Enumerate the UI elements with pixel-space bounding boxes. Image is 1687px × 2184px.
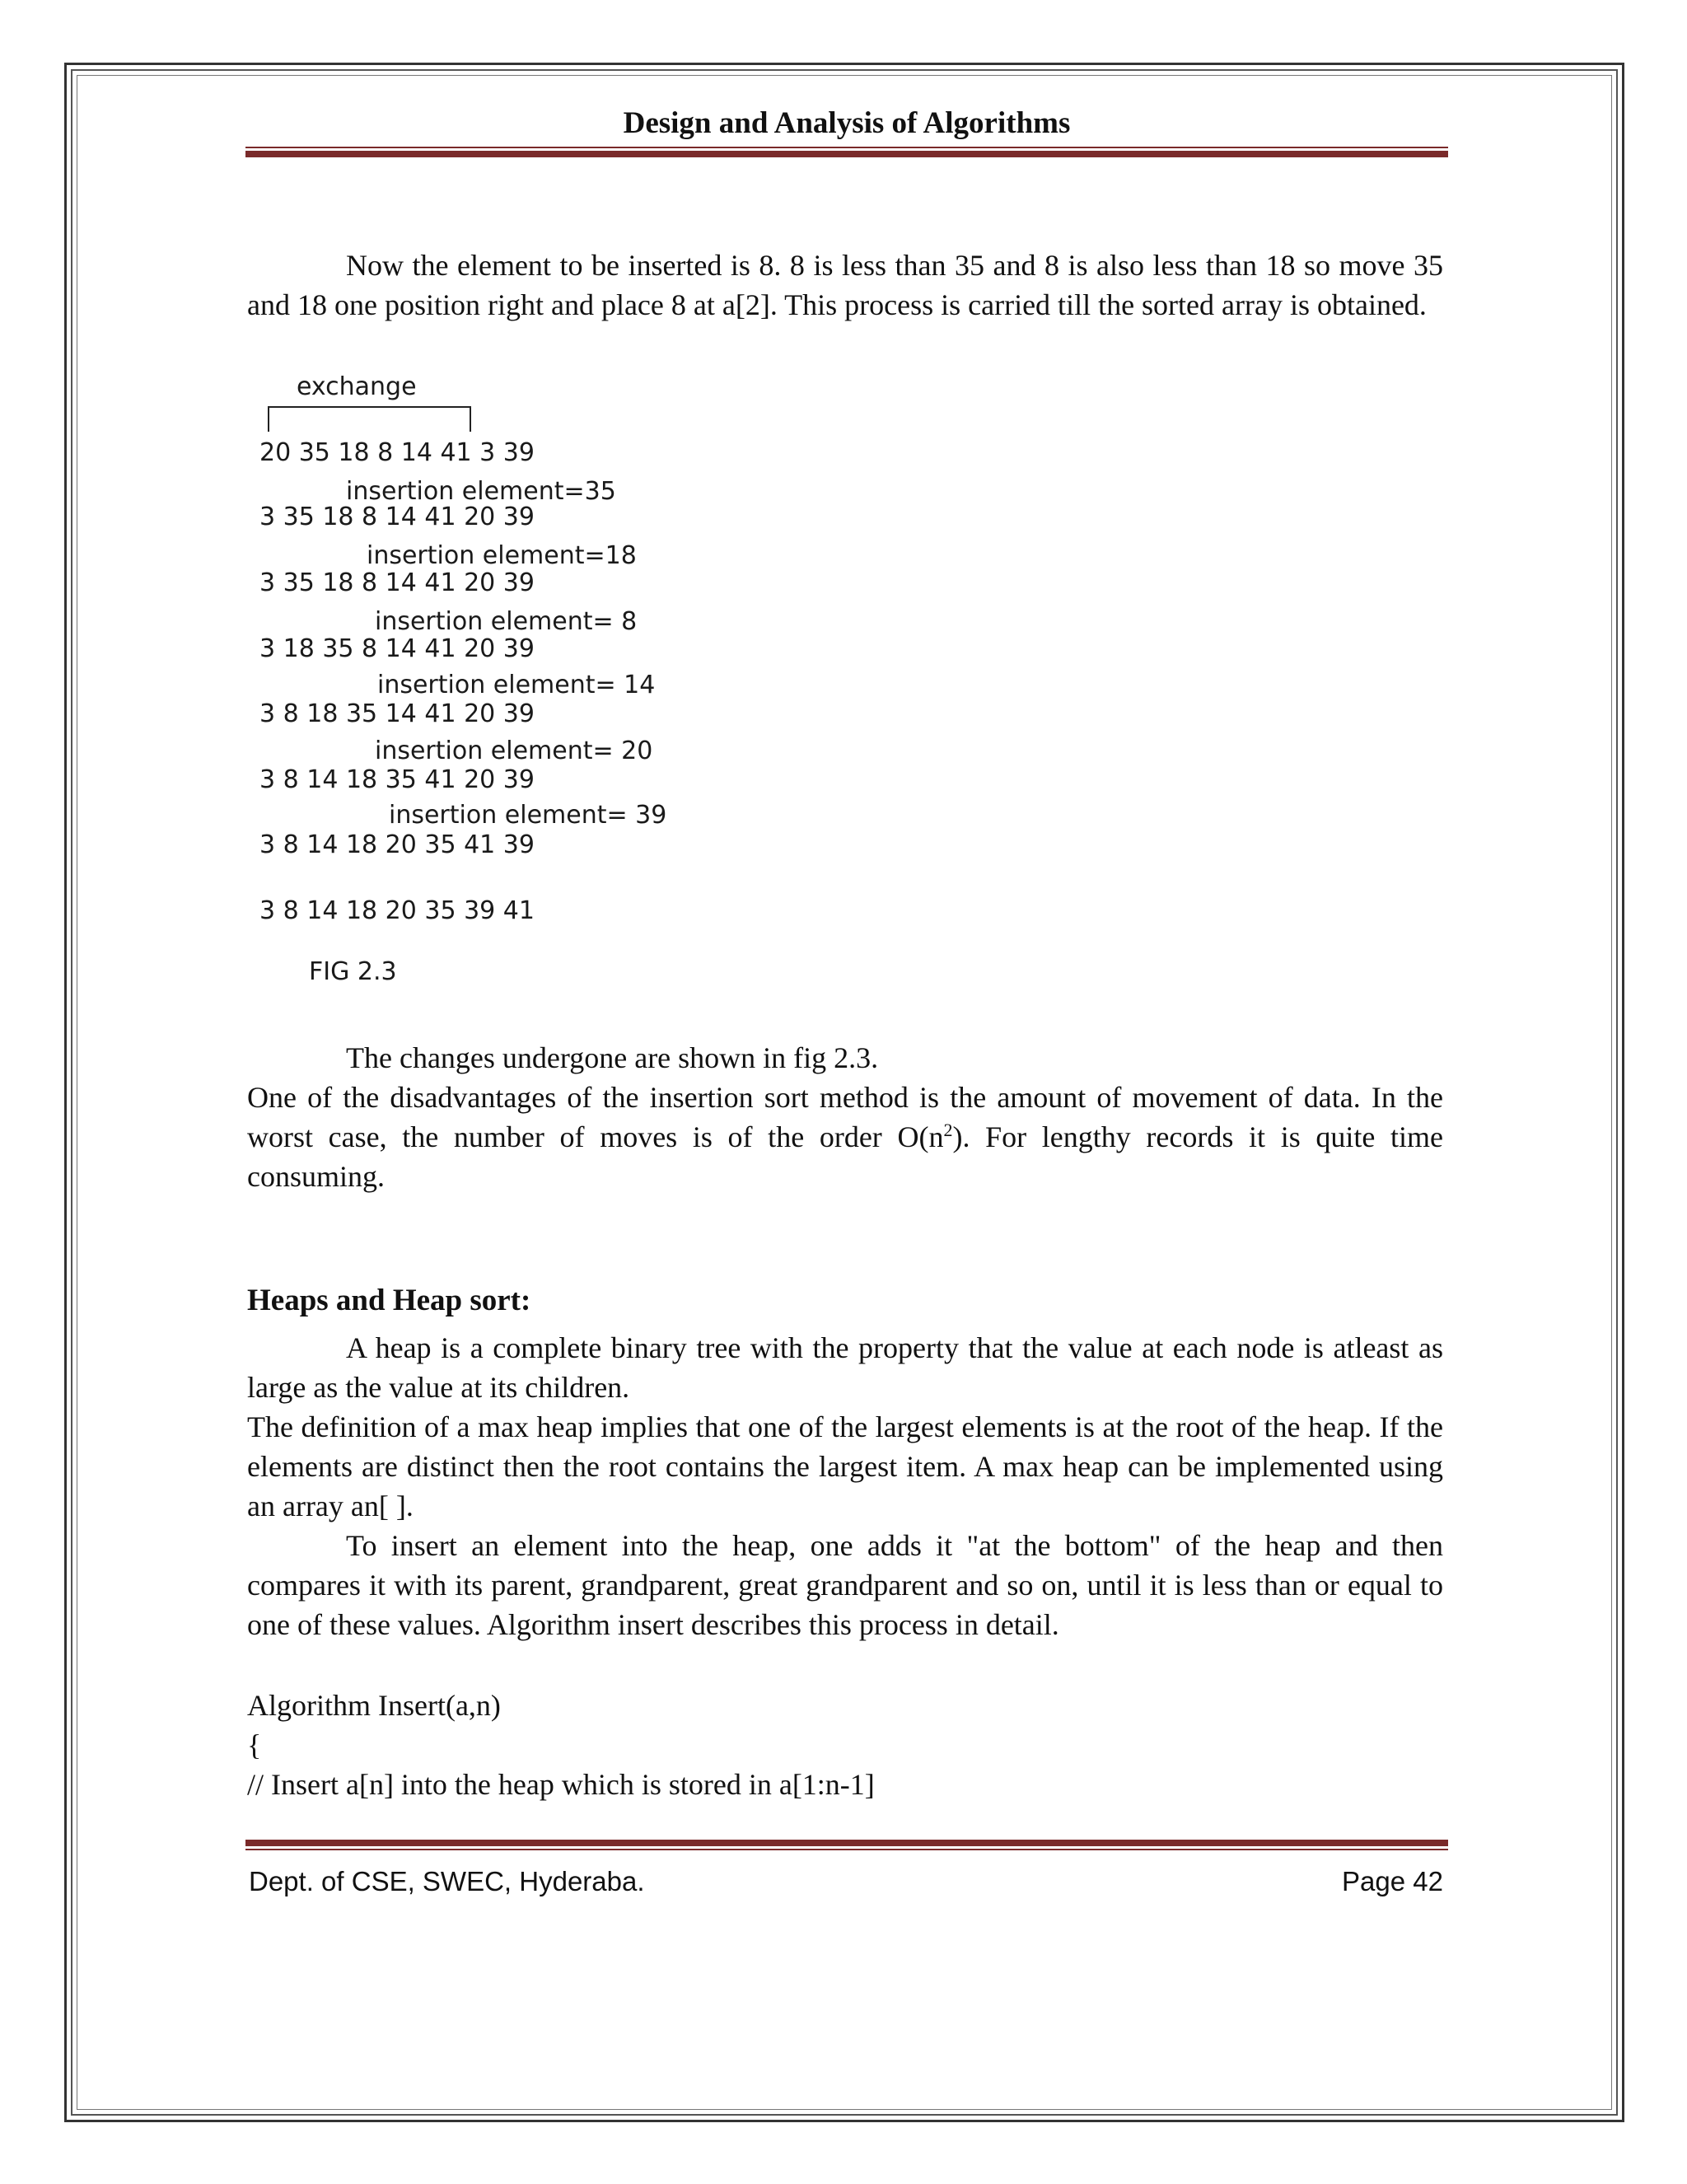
paragraph-disadvantages: One of the disadvantages of the insertion sort method is the amount of movement of data. In the worst case, the number of moves is of the order $O(n^2)$. For lengthy records it is quite time consuming.: [247, 1081, 1444, 1193]
code-line-1: Algorithm Insert(a,n): [247, 1689, 501, 1722]
header-title: Design and Analysis of Algorithms: [623, 106, 1071, 140]
trace-label-20: insertion element= 20: [375, 737, 653, 765]
footer-department: Dept. of CSE, SWEC, Hyderaba.: [249, 1866, 645, 1896]
footer-rule-thick: [245, 1840, 1448, 1846]
trace-row-1: 3 35 18 8 14 41 20 39: [259, 503, 535, 531]
exchange-bracket: [267, 405, 473, 433]
code-line-3: // Insert a[n] into the heap which is stored in a[1:n-1]: [247, 1768, 875, 1801]
trace-row-initial: 20 35 18 8 14 41 3 39: [259, 438, 535, 467]
footer-page-number: Page 42: [1342, 1866, 1443, 1896]
trace-row-5: 3 8 14 18 35 41 20 39: [259, 765, 535, 794]
trace-row-6: 3 8 14 18 20 35 41 39: [259, 830, 535, 859]
trace-label-35: insertion element=35: [346, 477, 616, 506]
paragraph-heap-insert: To insert an element into the heap, one adds it "at the bottom" of the heap and then compares it with its parent, grandparent, great grandparent and so on, until it is less than or equal to one of these values. Algorithm insert describes this process in detail.: [247, 1529, 1443, 1641]
trace-label-39: insertion element= 39: [389, 801, 667, 830]
trace-label-14: insertion element= 14: [377, 671, 656, 699]
header-rule-thick: [245, 151, 1448, 157]
paragraph-insertion-step: Now the element to be inserted is 8. 8 is less than 35 and 8 is also less than 18 so move 35 and 18 one position right and place 8 at a[2]. This process is carried till the sorted array is obtained.: [247, 249, 1443, 321]
paragraph-fig-reference: The changes undergone are shown in fig 2.3.: [346, 1041, 879, 1074]
header-rule-thin: [245, 147, 1448, 148]
trace-label-8: insertion element= 8: [375, 607, 638, 636]
exchange-label: exchange: [297, 372, 417, 401]
code-line-2: {: [247, 1728, 262, 1761]
trace-label-18: insertion element=18: [367, 541, 637, 570]
paragraph-max-heap: The definition of a max heap implies that one of the largest elements is at the root of the heap. If the elements are distinct then the root contains the largest item. A max heap can be implemented using an array an[ ].: [247, 1410, 1443, 1522]
trace-row-2: 3 35 18 8 14 41 20 39: [259, 568, 535, 597]
trace-row-4: 3 8 18 35 14 41 20 39: [259, 699, 535, 728]
trace-row-3: 3 18 35 8 14 41 20 39: [259, 634, 535, 663]
footer-rule-thin: [245, 1849, 1448, 1850]
trace-row-final: 3 8 14 18 20 35 39 41: [259, 896, 535, 925]
paragraph-heap-definition: A heap is a complete binary tree with the property that the value at each node is atleast as large as the value at its children.: [247, 1331, 1443, 1404]
section-heading: Heaps and Heap sort:: [247, 1284, 531, 1317]
figure-caption: FIG 2.3: [309, 957, 397, 986]
